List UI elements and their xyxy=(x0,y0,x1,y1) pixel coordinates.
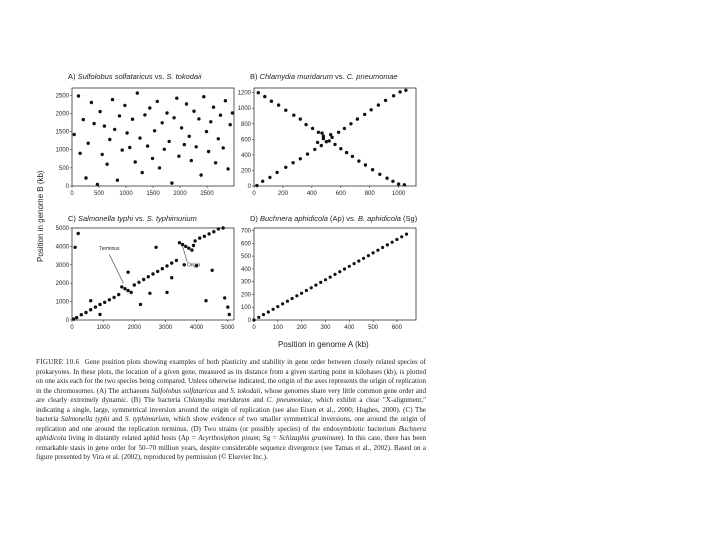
data-point xyxy=(277,103,280,106)
data-point xyxy=(204,299,207,302)
y-tick-label: 500 xyxy=(58,165,69,172)
caption-italic-term: S. tokodaii xyxy=(230,386,261,395)
x-tick-label: 1000 xyxy=(119,191,133,197)
data-point xyxy=(353,262,356,265)
data-point xyxy=(128,146,131,149)
data-point xyxy=(168,140,171,143)
data-point xyxy=(226,167,229,170)
data-point xyxy=(338,270,341,273)
data-point xyxy=(314,284,317,287)
data-point xyxy=(385,177,388,180)
data-point xyxy=(138,136,141,139)
y-tick-label: 700 xyxy=(240,228,251,235)
y-tick-label: 0 xyxy=(247,184,251,190)
data-point xyxy=(148,292,151,295)
data-point xyxy=(223,296,226,299)
x-tick-label: 100 xyxy=(272,325,283,331)
data-point xyxy=(148,106,151,109)
data-point xyxy=(284,109,287,112)
data-point xyxy=(116,179,119,182)
data-point xyxy=(183,263,186,266)
data-point xyxy=(268,176,271,179)
x-tick-label: 3000 xyxy=(158,325,173,331)
data-point xyxy=(195,145,198,148)
data-point xyxy=(395,238,398,241)
data-point xyxy=(306,152,309,155)
data-point xyxy=(203,235,206,238)
data-point xyxy=(161,267,164,270)
x-tick-label: 600 xyxy=(391,325,402,331)
data-point xyxy=(310,286,313,289)
panel-c-title: C) Salmonella typhi vs. S. typhimurium xyxy=(68,214,197,223)
origin-label: Origin xyxy=(186,262,201,269)
data-point xyxy=(108,138,111,141)
caption-text: ; Sg = xyxy=(258,434,280,443)
data-point xyxy=(304,123,307,126)
caption-text: ). In this case, there has been remarkable stasis in gene order for 50–70 million years, despite considerable sequence divergence (see Tamas et al., 2002). Based on a figure presented by Vira et al. (2002), reproduced by permission (© Elsevier Inc.). xyxy=(36,434,426,462)
y-tick-label: 1500 xyxy=(55,129,69,136)
data-point xyxy=(72,317,75,320)
data-point xyxy=(82,118,85,121)
data-point xyxy=(226,305,229,308)
data-point xyxy=(257,316,260,319)
data-point xyxy=(398,90,401,93)
data-point xyxy=(329,133,332,136)
y-tick-label: 600 xyxy=(240,137,251,144)
y-tick-label: 1000 xyxy=(237,106,251,113)
data-point xyxy=(337,131,340,134)
data-point xyxy=(146,144,149,147)
data-point xyxy=(78,152,81,155)
caption-text: and xyxy=(249,396,267,405)
data-point xyxy=(105,163,108,166)
data-point xyxy=(349,122,352,125)
caption-text: Gene position plots showing examples of both plasticity and stability in gene order between closely related species of prokaryotes. In these plots, the location of a given gene, measured as its distance from a given starting point in kilobases (kb), is plotted on one axis each for the two species being compared. Unless otherwise indicated, the origin of the axes represents the origin of replication in the chromosomes. (A) The archaeons xyxy=(36,358,427,395)
data-point xyxy=(351,155,354,158)
caption-italic-term: Salmonella typhi xyxy=(60,415,110,424)
data-point xyxy=(133,283,136,286)
data-point xyxy=(103,124,106,127)
data-point xyxy=(94,305,97,308)
data-point xyxy=(343,127,346,130)
data-point xyxy=(73,246,76,249)
data-point xyxy=(212,106,215,109)
data-point xyxy=(252,318,255,321)
data-point xyxy=(197,117,200,120)
data-point xyxy=(142,278,145,281)
x-tick-label: 200 xyxy=(277,191,288,197)
data-point xyxy=(270,100,273,103)
data-point xyxy=(322,137,325,140)
data-point xyxy=(192,110,195,113)
data-point xyxy=(372,251,375,254)
data-point xyxy=(295,294,298,297)
data-point xyxy=(202,95,205,98)
panel-d-plot xyxy=(232,222,422,334)
data-point xyxy=(185,102,188,105)
caption-text: , whose genomes share very little common gene order and are clearly extremely dynamic. (B) The bacteria xyxy=(36,386,426,405)
x-tick-label: 1500 xyxy=(146,191,160,197)
data-point xyxy=(320,144,323,147)
data-point xyxy=(123,104,126,107)
data-point xyxy=(329,276,332,279)
y-tick-label: 600 xyxy=(240,241,251,248)
data-point xyxy=(153,129,156,132)
data-point xyxy=(275,171,278,174)
caption-text: , which show evidence of two smaller symmetrical inversions, one around the origin of replication and one around the replication terminus. (D) Two strains (or possibly species) of the endosymbiotic bacterium xyxy=(36,415,427,433)
origin-arrow xyxy=(183,246,188,262)
data-point xyxy=(101,153,104,156)
terminus-arrow xyxy=(109,255,123,284)
data-point xyxy=(188,135,191,138)
x-tick-label: 4000 xyxy=(189,325,204,331)
data-point xyxy=(311,127,314,130)
data-point xyxy=(184,245,187,248)
data-point xyxy=(75,316,78,319)
data-point xyxy=(180,126,183,129)
data-point xyxy=(219,114,222,117)
caption-body xyxy=(36,358,426,461)
data-point xyxy=(199,173,202,176)
panel-c-plot xyxy=(50,222,240,334)
data-point xyxy=(224,99,227,102)
data-point xyxy=(190,248,193,251)
data-point xyxy=(333,143,336,146)
y-tick-label: 1000 xyxy=(55,147,69,154)
figure-caption xyxy=(36,358,426,463)
data-point xyxy=(376,249,379,252)
data-point xyxy=(384,99,387,102)
data-point xyxy=(292,114,295,117)
data-point xyxy=(77,94,80,97)
data-point xyxy=(378,173,381,176)
data-point xyxy=(108,298,111,301)
data-point xyxy=(212,230,215,233)
caption-italic-term: Buchnera aphidicola xyxy=(36,424,426,443)
data-point xyxy=(118,114,121,117)
x-tick-label: 0 xyxy=(70,191,74,197)
y-tick-label: 2000 xyxy=(55,111,69,118)
data-point xyxy=(98,313,101,316)
data-point xyxy=(190,159,193,162)
x-tick-label: 0 xyxy=(252,191,256,197)
caption-text: and xyxy=(216,386,231,395)
data-point xyxy=(89,308,92,311)
data-point xyxy=(222,146,225,149)
y-tick-label: 0 xyxy=(65,318,69,324)
data-point xyxy=(121,148,124,151)
data-point xyxy=(276,305,279,308)
y-tick-label: 200 xyxy=(240,292,251,299)
data-point xyxy=(370,108,373,111)
data-point xyxy=(320,131,323,134)
data-point xyxy=(263,95,266,98)
data-point xyxy=(130,291,133,294)
x-tick-label: 0 xyxy=(70,325,74,331)
y-tick-label: 3000 xyxy=(55,262,69,269)
data-point xyxy=(89,299,92,302)
data-point xyxy=(257,91,260,94)
data-point xyxy=(299,117,302,120)
y-tick-label: 2500 xyxy=(55,93,69,100)
data-point xyxy=(364,163,367,166)
data-point xyxy=(313,148,316,151)
data-point xyxy=(345,151,348,154)
data-point xyxy=(126,289,129,292)
data-point xyxy=(228,313,231,316)
x-tick-label: 0 xyxy=(252,325,256,331)
data-point xyxy=(113,128,116,131)
data-point xyxy=(147,275,150,278)
data-point xyxy=(356,117,359,120)
plot-frame xyxy=(72,88,234,186)
x-tick-label: 400 xyxy=(344,325,355,331)
data-point xyxy=(175,259,178,262)
data-point xyxy=(404,89,407,92)
data-point xyxy=(391,241,394,244)
caption-italic-term: S. typhimurium xyxy=(124,415,169,424)
data-point xyxy=(137,281,140,284)
data-point xyxy=(161,121,164,124)
data-point xyxy=(267,310,270,313)
terminus-label: Terminus xyxy=(99,246,120,253)
data-point xyxy=(172,116,175,119)
data-point xyxy=(84,311,87,314)
data-point xyxy=(386,243,389,246)
data-point xyxy=(324,278,327,281)
data-point xyxy=(165,291,168,294)
data-point xyxy=(317,131,320,134)
x-tick-label: 2000 xyxy=(127,325,141,331)
data-point xyxy=(286,300,289,303)
data-point xyxy=(126,271,129,274)
data-point xyxy=(90,101,93,104)
x-tick-label: 5000 xyxy=(221,325,235,331)
data-point xyxy=(112,296,115,299)
caption-italic-term: Chlamydia muridarum xyxy=(183,396,250,405)
data-point xyxy=(139,303,142,306)
caption-italic-term: Acyrthosiphon pisum xyxy=(198,434,259,443)
data-point xyxy=(328,139,331,142)
data-point xyxy=(357,159,360,162)
data-point xyxy=(131,118,134,121)
data-point xyxy=(255,184,258,187)
x-tick-label: 2000 xyxy=(173,191,187,197)
x-tick-label: 500 xyxy=(93,191,105,197)
data-point xyxy=(158,166,161,169)
figure-label: FIGURE 10.6 xyxy=(36,358,80,366)
y-tick-label: 200 xyxy=(240,168,251,175)
data-point xyxy=(217,227,220,230)
x-tick-label: 800 xyxy=(364,191,375,197)
data-point xyxy=(400,235,403,238)
y-tick-label: 300 xyxy=(240,279,251,286)
data-point xyxy=(177,155,180,158)
y-tick-label: 0 xyxy=(247,318,251,324)
data-point xyxy=(325,140,328,143)
data-point xyxy=(316,141,319,144)
x-tick-label: 1000 xyxy=(96,325,110,331)
data-point xyxy=(348,265,351,268)
data-point xyxy=(281,302,284,305)
data-point xyxy=(214,161,217,164)
data-point xyxy=(165,264,168,267)
y-tick-label: 0 xyxy=(65,184,69,190)
data-point xyxy=(187,247,190,250)
data-point xyxy=(198,236,201,239)
data-point xyxy=(207,232,210,235)
data-point xyxy=(141,171,144,174)
data-point xyxy=(392,94,395,97)
panel-a-plot xyxy=(50,82,240,200)
panel-b-title: B) Chlamydia muridarum vs. C. pneumoniae xyxy=(250,72,398,81)
data-point xyxy=(291,161,294,164)
data-point xyxy=(221,226,224,229)
data-point xyxy=(339,147,342,150)
y-tick-label: 800 xyxy=(240,121,251,128)
x-axis-label: Position in genome A (kb) xyxy=(278,340,369,349)
x-tick-label: 500 xyxy=(368,325,379,331)
data-point xyxy=(357,259,360,262)
data-point xyxy=(151,272,154,275)
data-point xyxy=(181,243,184,246)
data-point xyxy=(377,103,380,106)
caption-italic-term: Sulfolobus solfataricus xyxy=(151,386,217,395)
caption-italic-term: C. pneumoniae xyxy=(266,396,311,405)
x-tick-label: 2500 xyxy=(200,191,214,197)
data-point xyxy=(96,183,99,186)
y-tick-label: 1200 xyxy=(237,90,251,97)
data-point xyxy=(154,246,157,249)
panel-b-plot xyxy=(232,82,422,200)
data-point xyxy=(362,257,365,260)
y-tick-label: 5000 xyxy=(55,226,69,232)
caption-text: , which exhibit a clear "X-alignment," indicating a single, large, symmetrical inversion around the origin of replication (see also Eisen et al., 2000; Hughes, 2000). (C) The bacteria xyxy=(36,396,427,424)
data-point xyxy=(333,273,336,276)
data-point xyxy=(84,176,87,179)
data-point xyxy=(371,168,374,171)
data-point xyxy=(170,276,173,279)
data-point xyxy=(92,122,95,125)
data-point xyxy=(80,313,83,316)
y-tick-label: 1000 xyxy=(55,299,69,306)
data-point xyxy=(151,157,154,160)
data-point xyxy=(73,133,76,136)
data-point xyxy=(134,160,137,163)
panel-a-title: A) Sulfolobus solfataricus vs. S. tokodaii xyxy=(68,72,202,81)
data-point xyxy=(381,246,384,249)
data-point xyxy=(170,261,173,264)
data-point xyxy=(272,308,275,311)
data-point xyxy=(343,267,346,270)
data-point xyxy=(217,137,220,140)
x-tick-label: 400 xyxy=(306,191,317,197)
data-point xyxy=(77,232,80,235)
panel-d-title: D) Buchnera aphidicola (Ap) vs. B. aphidicola (Sg) xyxy=(250,214,418,223)
data-point xyxy=(178,241,181,244)
data-point xyxy=(403,183,406,186)
data-point xyxy=(123,287,126,290)
data-point xyxy=(300,292,303,295)
caption-text: and xyxy=(109,415,125,424)
data-point xyxy=(175,97,178,100)
data-point xyxy=(125,131,128,134)
data-point xyxy=(319,281,322,284)
data-point xyxy=(261,180,264,183)
data-point xyxy=(183,143,186,146)
data-point xyxy=(117,293,120,296)
data-point xyxy=(111,98,114,101)
data-point xyxy=(136,91,139,94)
data-point xyxy=(103,301,106,304)
data-point xyxy=(305,289,308,292)
x-tick-label: 200 xyxy=(296,325,307,331)
y-tick-label: 2000 xyxy=(55,281,69,288)
y-tick-label: 400 xyxy=(240,152,251,159)
caption-text: living in distantly related aphid hosts (Ap = xyxy=(66,434,199,443)
data-point xyxy=(211,269,214,272)
x-tick-label: 1000 xyxy=(391,191,406,197)
y-tick-label: 100 xyxy=(240,305,251,312)
y-tick-label: 4000 xyxy=(55,244,69,251)
y-tick-label: 500 xyxy=(240,254,251,261)
data-point xyxy=(143,113,146,116)
y-axis-label: Position in genome B (kb) xyxy=(36,170,45,262)
data-point xyxy=(291,297,294,300)
data-point xyxy=(405,233,408,236)
data-point xyxy=(367,254,370,257)
data-point xyxy=(192,244,195,247)
data-point xyxy=(87,142,90,145)
y-tick-label: 400 xyxy=(240,266,251,273)
caption-italic-term: Schizaphis graminum xyxy=(279,434,341,443)
data-point xyxy=(156,100,159,103)
data-point xyxy=(363,113,366,116)
x-tick-label: 600 xyxy=(335,191,346,197)
data-point xyxy=(165,111,168,114)
data-point xyxy=(299,157,302,160)
data-point xyxy=(284,166,287,169)
data-point xyxy=(163,148,166,151)
data-point xyxy=(98,303,101,306)
x-tick-label: 300 xyxy=(320,325,331,331)
data-point xyxy=(262,313,265,316)
data-point xyxy=(397,182,400,185)
data-point xyxy=(391,180,394,183)
data-point xyxy=(120,285,123,288)
data-point xyxy=(170,181,173,184)
data-point xyxy=(207,150,210,153)
data-point xyxy=(193,239,196,242)
data-point xyxy=(205,130,208,133)
data-point xyxy=(156,270,159,273)
data-point xyxy=(98,110,101,113)
data-point xyxy=(209,120,212,123)
